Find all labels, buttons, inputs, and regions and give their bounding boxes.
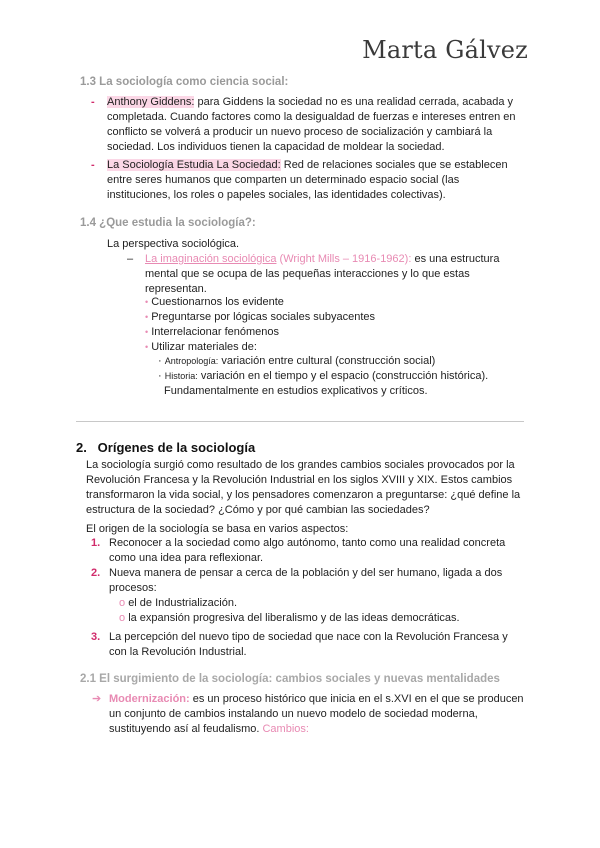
item-line: procesos: [109, 582, 157, 594]
bullet-text: Cuestionarnos los evidente [151, 296, 284, 308]
imaginacion-line-1: es una estructura [414, 253, 500, 265]
list-number: 2. [91, 567, 101, 579]
author-name: Marta Gálvez [362, 36, 528, 64]
list-item: · Antropología: variación entre cultural (construcción social) [158, 355, 436, 367]
list-item [119, 596, 529, 611]
item-line: con la Revolución Industrial. [109, 646, 247, 658]
estudia-sociedad-item [107, 158, 527, 203]
para-line: estructura de la sociedad? ¿Cómo y por qué cambian las sociedades? [86, 504, 430, 516]
giddens-line-1: para Giddens la sociedad no es una realidad cerrada, acabada y [197, 96, 514, 108]
origen-intro: El origen de la sociología se basa en varios aspectos: [86, 523, 349, 535]
item-line: Reconocer a la sociedad como algo autónomo, tanto como una realidad concreta [109, 537, 506, 549]
bullet-text: Utilizar materiales de: [151, 341, 257, 353]
estudia-sociedad-label: La Sociología Estudia La Sociedad: [107, 159, 281, 171]
imaginacion-ref: (Wright Mills – 1916-1962): [279, 253, 412, 265]
list-item: · Historia: variación en el tiempo y el espacio (construcción histórica). [158, 370, 489, 382]
para-line: Revolución Francesa y la Revolución Industrial en los siglos XVIII y XIX. Estos cambios [86, 474, 513, 486]
giddens-line-3: conflicto se volverá a producir un nuevo proceso de socialización y cambiará la [107, 126, 493, 138]
dash-marker: – [127, 253, 134, 265]
sub-text: la expansión progresiva del liberalismo y de las ideas democráticas. [128, 612, 460, 624]
list-number: 1. [91, 537, 101, 549]
mod-line: sustituyendo así al feudalismo. [109, 723, 260, 735]
bullet-list [145, 295, 375, 355]
circle-marker: o [119, 597, 126, 609]
section-1-3-heading: 1.3 La sociología como ciencia social: [80, 76, 289, 88]
cambios-label: Cambios: [262, 723, 309, 735]
list-item: • Interrelacionar fenómenos [145, 326, 280, 338]
list-item [109, 630, 529, 660]
bullet-text: Preguntarse por lógicas sociales subyacentes [151, 311, 376, 323]
bullet-text: Interrelacionar fenómenos [151, 326, 280, 338]
sub-text: el de Industrialización. [128, 597, 238, 609]
sub-list [158, 354, 518, 399]
list-item: • Utilizar materiales de: [145, 341, 257, 353]
estudia-line-1: Red de relaciones sociales que se establecen [283, 159, 508, 171]
perspectiva-intro: La perspectiva sociológica. [107, 238, 240, 250]
list-item: • Preguntarse por lógicas sociales subyacentes [145, 311, 376, 323]
giddens-label: Anthony Giddens: [107, 96, 195, 108]
estudia-line-3: instituciones, los roles o papeles sociales, las identidades colectivas). [107, 189, 446, 201]
mod-line: un conjunto de cambios instalando un nuevo modelo de sociedad moderna, [109, 708, 478, 720]
section-2-heading: 2. Orígenes de la sociología [76, 440, 256, 455]
dash-marker: - [91, 159, 95, 171]
list-number: 3. [91, 631, 101, 643]
item-line: Nueva manera de pensar a cerca de la población y del ser humano, ligada a dos [109, 567, 503, 579]
item-line: La percepción del nuevo tipo de sociedad que nace con la Revolución Francesa y [109, 631, 508, 643]
giddens-item [107, 95, 527, 155]
imaginacion-link[interactable]: La imaginación sociológica [145, 253, 277, 265]
modernizacion-item [109, 692, 529, 737]
sub-label: Historia: [164, 371, 198, 381]
arrow-icon: ➔ [92, 693, 102, 705]
giddens-line-2: completada. Cuando factores como la desigualdad de fuerzas e intereses entren en [107, 111, 516, 123]
sub-text: variación entre cultural (construcción social) [221, 355, 436, 367]
origenes-paragraph [86, 458, 526, 518]
para-line: La sociología surgió como resultado de los grandes cambios sociales provocados por la [86, 459, 515, 471]
closing-line: Fundamentalmente en estudios explicativos y críticos. [164, 385, 428, 397]
list-item [109, 566, 529, 596]
list-item: • Cuestionarnos los evidente [145, 296, 284, 308]
list-item [119, 611, 529, 626]
para-line: transformaron la vida social, y los pensadores comenzaron a preguntarse: ¿qué define la [86, 489, 521, 501]
imaginacion-line-3: representan. [145, 283, 207, 295]
imaginacion-line-2: mental que se ocupa de las pequeñas interacciones y lo que estas [145, 268, 470, 280]
list-item [109, 536, 529, 566]
estudia-line-2: entre seres humanos que comparten un determinado espacio social (las [107, 174, 460, 186]
sub-process-list [119, 596, 529, 626]
mod-line: es un proceso histórico que inicia en el s.XVI en el que se producen [192, 693, 524, 705]
modernizacion-term: Modernización: [109, 693, 190, 705]
sub-text: variación en el tiempo y el espacio (construcción histórica). [200, 370, 489, 382]
section-divider [76, 421, 524, 422]
section-1-4-heading: 1.4 ¿Que estudia la sociología?: [80, 217, 256, 229]
section-2-1-heading: 2.1 El surgimiento de la sociología: cambios sociales y nuevas mentalidades [80, 673, 500, 685]
sub-label: Antropología: [164, 356, 219, 366]
item-line: como una idea para reflexionar. [109, 552, 264, 564]
circle-marker: o [119, 612, 126, 624]
giddens-line-4: sociedad. Los individuos tienen la capacidad de moldear la sociedad. [107, 141, 445, 153]
dash-marker: - [91, 96, 95, 108]
imaginacion-item [145, 252, 530, 297]
